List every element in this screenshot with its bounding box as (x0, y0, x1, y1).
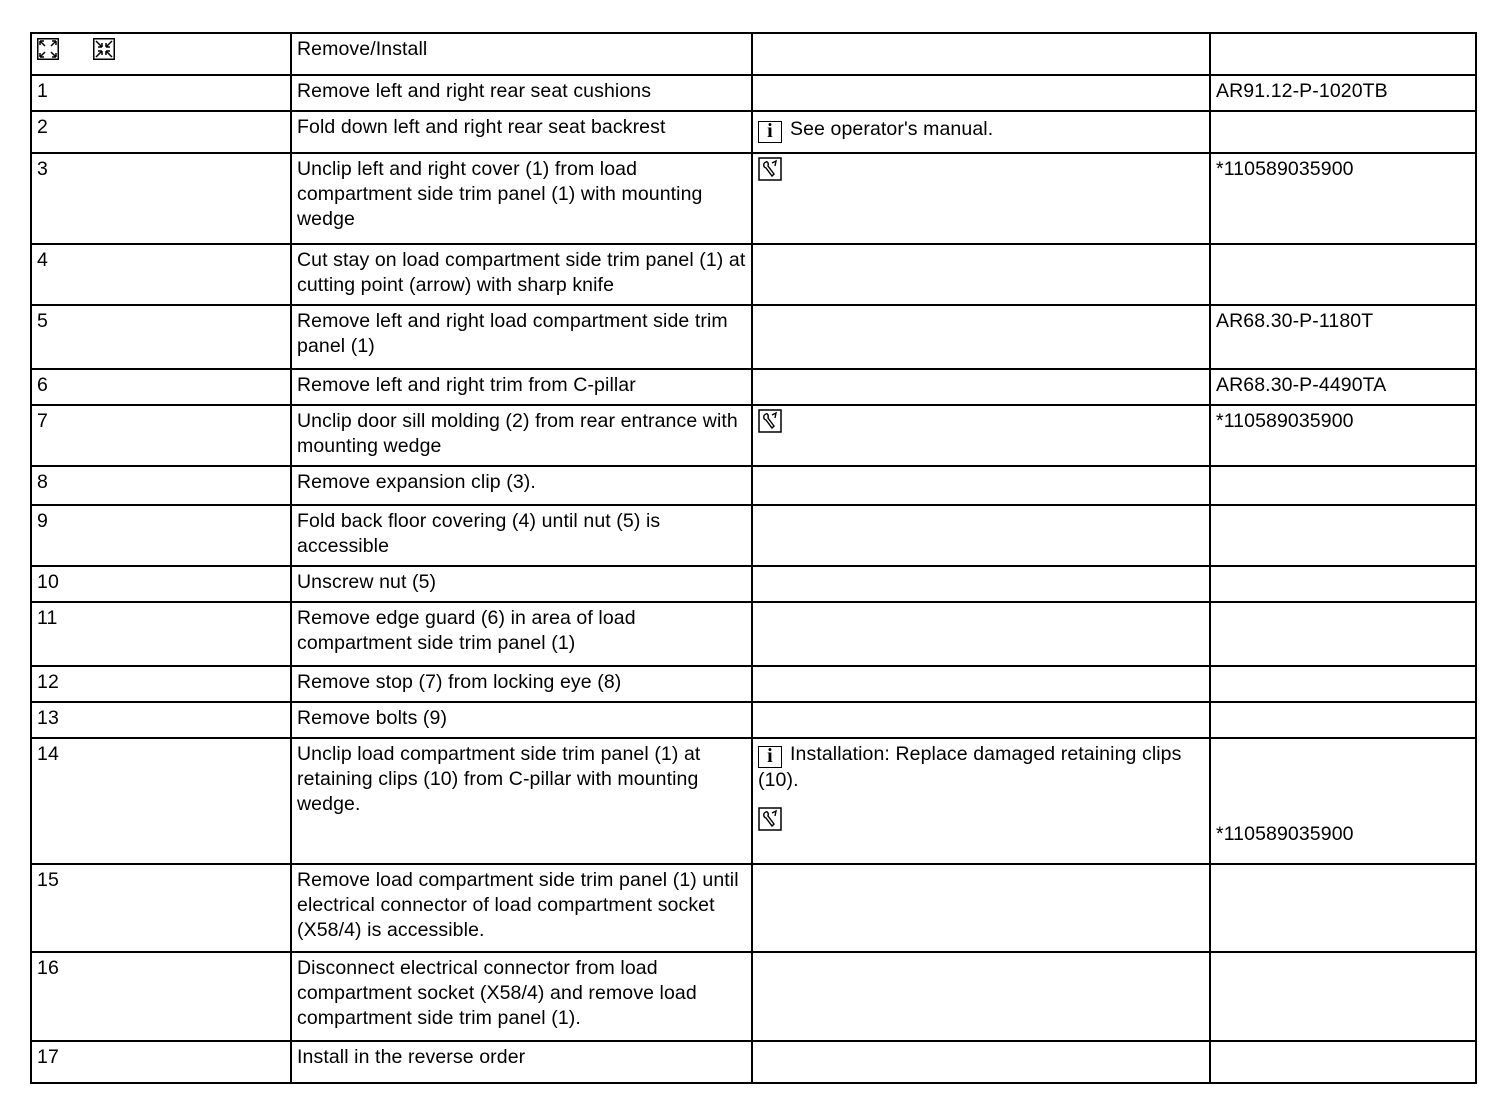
step-row (31, 75, 1476, 111)
step-number: 9 (31, 505, 291, 566)
step-number: 13 (31, 702, 291, 738)
step-number: 3 (31, 153, 291, 244)
step-row (31, 305, 1476, 369)
step-reference (1210, 666, 1476, 702)
reference-code: AR91.12-P-1020TB (1216, 80, 1388, 102)
step-reference (1210, 111, 1476, 153)
step-instruction: Cut stay on load compartment side trim panel (1) at cutting point (arrow) with sharp knife (291, 244, 752, 305)
step-reference (1210, 952, 1476, 1041)
step-reference (1210, 466, 1476, 505)
step-number: 4 (31, 244, 291, 305)
step-row (31, 505, 1476, 566)
step-number: 5 (31, 305, 291, 369)
step-note-cell (752, 111, 1210, 153)
step-reference (1210, 505, 1476, 566)
step-number: 12 (31, 666, 291, 702)
step-number: 1 (31, 75, 291, 111)
procedure-document (30, 32, 1475, 1084)
reference-code: AR68.30-P-1180T (1216, 310, 1374, 332)
step-reference (1210, 738, 1476, 864)
step-instruction: Unclip load compartment side trim panel (1) at retaining clips (10) from C-pillar with mounting wedge. (291, 738, 752, 864)
tool-icon (758, 157, 782, 181)
step-row (31, 602, 1476, 666)
step-note-text: See operator's manual. (790, 118, 994, 140)
step-note-cell (752, 1041, 1210, 1083)
step-note-cell (752, 702, 1210, 738)
step-note-cell (752, 602, 1210, 666)
step-row (31, 405, 1476, 466)
step-instruction: Install in the reverse order (291, 1041, 752, 1083)
step-instruction: Remove expansion clip (3). (291, 466, 752, 505)
step-note-cell (752, 405, 1210, 466)
step-note-cell (752, 666, 1210, 702)
step-reference (1210, 864, 1476, 952)
procedure-table (30, 32, 1477, 1084)
step-instruction: Fold back floor covering (4) until nut (5) is accessible (291, 505, 752, 566)
step-row (31, 244, 1476, 305)
step-note-text: Installation: Replace damaged retaining clips (10). (758, 743, 1182, 791)
step-note-cell (752, 505, 1210, 566)
step-note-cell (752, 952, 1210, 1041)
step-note-cell (752, 75, 1210, 111)
step-instruction: Disconnect electrical connector from load compartment socket (X58/4) and remove load compartment side trim panel (1). (291, 952, 752, 1041)
step-note-cell (752, 466, 1210, 505)
step-number: 2 (31, 111, 291, 153)
step-row (31, 111, 1476, 153)
step-reference (1210, 405, 1476, 466)
header-icons-cell (31, 33, 291, 75)
reference-code: *110589035900 (1216, 823, 1354, 845)
step-instruction: Remove left and right load compartment side trim panel (1) (291, 305, 752, 369)
step-note-cell (752, 566, 1210, 602)
step-number: 15 (31, 864, 291, 952)
step-instruction: Remove bolts (9) (291, 702, 752, 738)
reference-code: *110589035900 (1216, 158, 1354, 180)
step-number: 6 (31, 369, 291, 405)
step-instruction: Remove stop (7) from locking eye (8) (291, 666, 752, 702)
step-row (31, 566, 1476, 602)
step-reference (1210, 1041, 1476, 1083)
step-instruction: Remove left and right rear seat cushions (291, 75, 752, 111)
header-empty-cell (752, 33, 1210, 75)
step-instruction: Remove left and right trim from C-pillar (291, 369, 752, 405)
step-row (31, 702, 1476, 738)
step-row (31, 952, 1476, 1041)
step-note-cell (752, 738, 1210, 864)
step-row (31, 369, 1476, 405)
step-reference (1210, 566, 1476, 602)
step-number: 14 (31, 738, 291, 864)
step-number: 8 (31, 466, 291, 505)
step-note-cell (752, 305, 1210, 369)
step-row (31, 666, 1476, 702)
step-instruction: Unscrew nut (5) (291, 566, 752, 602)
header-row (31, 33, 1476, 75)
step-number: 11 (31, 602, 291, 666)
step-instruction: Remove load compartment side trim panel (1) until electrical connector of load compartment socket (X58/4) is accessible. (291, 864, 752, 952)
info-icon: i (758, 121, 782, 143)
step-reference (1210, 702, 1476, 738)
step-instruction: Unclip door sill molding (2) from rear entrance with mounting wedge (291, 405, 752, 466)
step-instruction: Remove edge guard (6) in area of load compartment side trim panel (1) (291, 602, 752, 666)
step-number: 16 (31, 952, 291, 1041)
reference-code: AR68.30-P-4490TA (1216, 374, 1387, 396)
step-instruction: Fold down left and right rear seat backrest (291, 111, 752, 153)
step-note-cell (752, 369, 1210, 405)
step-row (31, 864, 1476, 952)
step-row (31, 738, 1476, 864)
step-note-cell (752, 153, 1210, 244)
expand-arrows-icon[interactable] (37, 38, 59, 60)
header-empty-cell (1210, 33, 1476, 75)
step-row (31, 153, 1476, 244)
info-icon: i (758, 746, 782, 768)
reference-code: *110589035900 (1216, 410, 1354, 432)
step-reference (1210, 75, 1476, 111)
step-reference (1210, 369, 1476, 405)
step-instruction: Unclip left and right cover (1) from load compartment side trim panel (1) with mounting wedge (291, 153, 752, 244)
step-row (31, 466, 1476, 505)
step-reference (1210, 602, 1476, 666)
step-number: 17 (31, 1041, 291, 1083)
step-reference (1210, 305, 1476, 369)
step-number: 10 (31, 566, 291, 602)
tool-icon (758, 807, 782, 831)
collapse-arrows-icon[interactable] (93, 38, 115, 60)
header-title: Remove/Install (291, 33, 752, 75)
step-row (31, 1041, 1476, 1083)
step-reference (1210, 244, 1476, 305)
step-note-cell (752, 864, 1210, 952)
step-number: 7 (31, 405, 291, 466)
step-reference (1210, 153, 1476, 244)
tool-icon (758, 409, 782, 433)
step-note-cell (752, 244, 1210, 305)
